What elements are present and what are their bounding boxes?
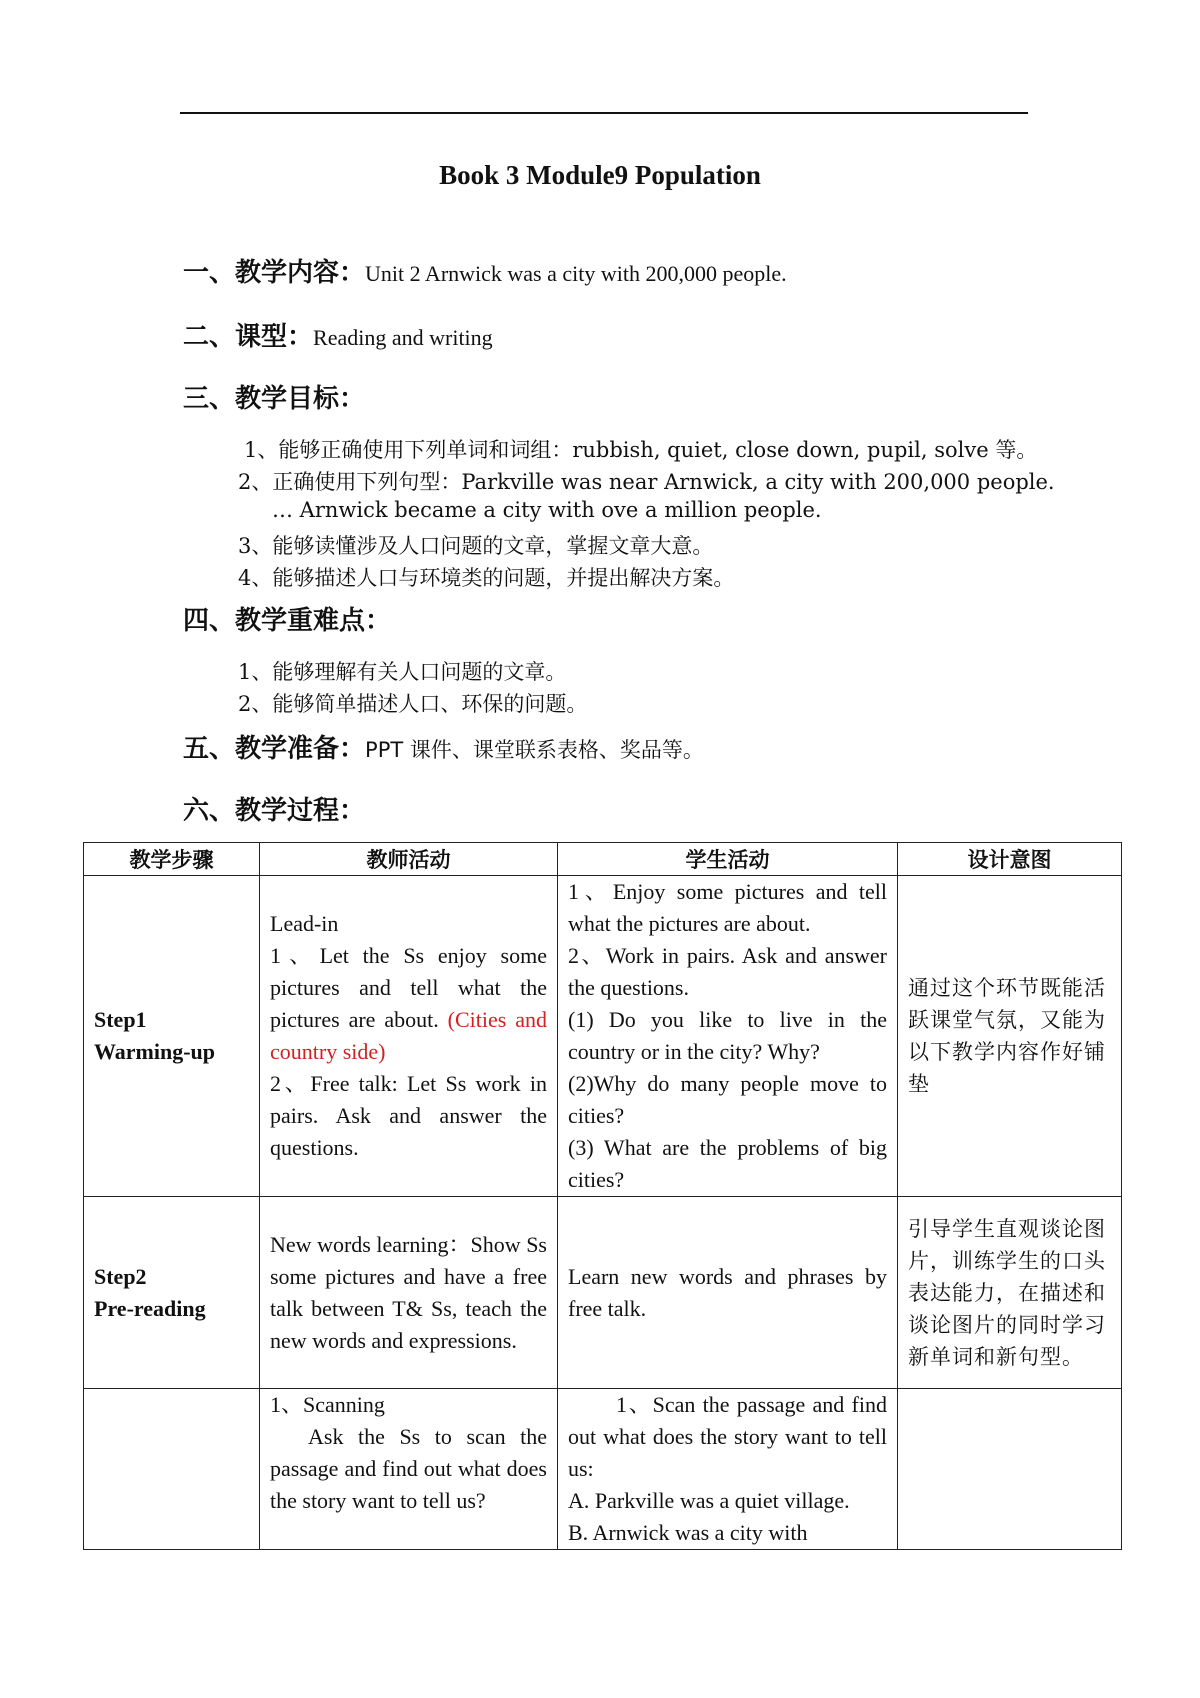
teacher-cell [260, 1389, 558, 1550]
table-row [84, 876, 1122, 1197]
document-title: Book 3 Module9 Population [439, 160, 761, 190]
teacher-activity: 1、Let the Ss enjoy some pictures and tell what the pictures are about. [270, 943, 547, 1032]
teacher-note: (Cities and country side) [270, 1007, 547, 1064]
step-cell [84, 1197, 260, 1389]
step-name: Warming-up [94, 1039, 216, 1064]
section-lesson-type: 二、课型：Reading and writing [183, 322, 493, 352]
step-cell [84, 876, 260, 1197]
student-question: (3) What are the problems of big cities? [568, 1135, 887, 1192]
section-process: 六、教学过程： [183, 796, 366, 826]
section-heading: 三、教学目标 [183, 384, 340, 414]
student-option: A. Parkville was a quiet village. [568, 1488, 850, 1513]
purpose-cell: 引导学生直观谈论图片，训练学生的口头表达能力，在描述和谈论图片的同时学习新单词和新句型。 [898, 1197, 1122, 1389]
section-goals: 三、教学目标： [183, 384, 366, 414]
student-activity: 1、Enjoy some pictures and tell what the pictures are about. [568, 879, 887, 936]
student-cell [558, 1389, 898, 1550]
section-key-points: 四、教学重难点： [183, 606, 392, 636]
key-point-line: 2、能够简单描述人口、环保的问题。 [238, 692, 588, 716]
purpose-cell: 通过这个环节既能活跃课堂气氛，又能为以下教学内容作好铺垫 [898, 876, 1122, 1197]
student-question: (2)Why do many people move to cities? [568, 1071, 887, 1128]
student-cell: Learn new words and phrases by free talk. [558, 1197, 898, 1389]
table-header-row [84, 843, 1122, 876]
teacher-lead: Lead-in [270, 911, 339, 936]
goal-line: 3、能够读懂涉及人口问题的文章，掌握文章大意。 [238, 534, 714, 558]
step-label: Step2 [94, 1263, 147, 1289]
teacher-cell [260, 876, 558, 1197]
teacher-activity: 2、Free talk: Let Ss work in pairs. Ask and answer the questions. [270, 1071, 547, 1160]
student-activity: 2、Work in pairs. Ask and answer the questions. [568, 943, 887, 1000]
section-heading: 五、教学准备 [183, 734, 340, 764]
section-heading: 四、教学重难点 [183, 606, 366, 636]
goal-line: 4、能够描述人口与环境类的问题，并提出解决方案。 [238, 566, 735, 590]
process-table [83, 842, 1122, 1550]
header-rule [180, 112, 1028, 114]
teacher-lead: 1、Scanning [270, 1392, 385, 1417]
section-text: PPT 课件、课堂联系表格、奖品等。 [365, 738, 704, 762]
goal-line: 2、正确使用下列句型：Parkville was near Arnwick, a city with 200,000 people. [238, 470, 1055, 494]
goal-line: … Arnwick became a city with ove a million people. [272, 498, 822, 522]
section-heading: 一、教学内容 [183, 258, 340, 288]
header-purpose: 设计意图 [898, 843, 1122, 876]
header-student: 学生活动 [558, 843, 898, 876]
section-heading: 二、课型 [183, 322, 288, 352]
student-option: B. Arnwick was a city with [568, 1520, 808, 1545]
step-cell [84, 1389, 260, 1550]
teacher-activity: Ask the Ss to scan the passage and find out what does the story want to tell us? [270, 1424, 547, 1513]
table-row [84, 1197, 1122, 1389]
section-text: Unit 2 Arnwick was a city with 200,000 people. [365, 261, 787, 286]
header-teacher: 教师活动 [260, 843, 558, 876]
step-name: Pre-reading [94, 1295, 206, 1321]
section-text: Reading and writing [313, 325, 493, 350]
section-content: 一、教学内容：Unit 2 Arnwick was a city with 200,000 people. [183, 258, 787, 288]
section-preparation: 五、教学准备：PPT 课件、课堂联系表格、奖品等。 [183, 734, 704, 764]
student-cell [558, 876, 898, 1197]
student-activity: 1、Scan the passage and find out what does the story want to tell us: [568, 1392, 887, 1481]
table-row [84, 1389, 1122, 1550]
step-label: Step1 [94, 1007, 147, 1032]
goal-line: 1、能够正确使用下列单词和词组：rubbish, quiet, close down, pupil, solve 等。 [244, 438, 1038, 462]
section-heading: 六、教学过程 [183, 796, 340, 826]
header-step: 教学步骤 [84, 843, 260, 876]
key-point-line: 1、能够理解有关人口问题的文章。 [238, 660, 567, 684]
purpose-cell [898, 1389, 1122, 1550]
student-question: (1) Do you like to live in the country or in the city? Why? [568, 1007, 887, 1064]
teacher-cell: New words learning：Show Ss some pictures and have a free talk between T& Ss, teach the new words and expressions. [260, 1197, 558, 1389]
